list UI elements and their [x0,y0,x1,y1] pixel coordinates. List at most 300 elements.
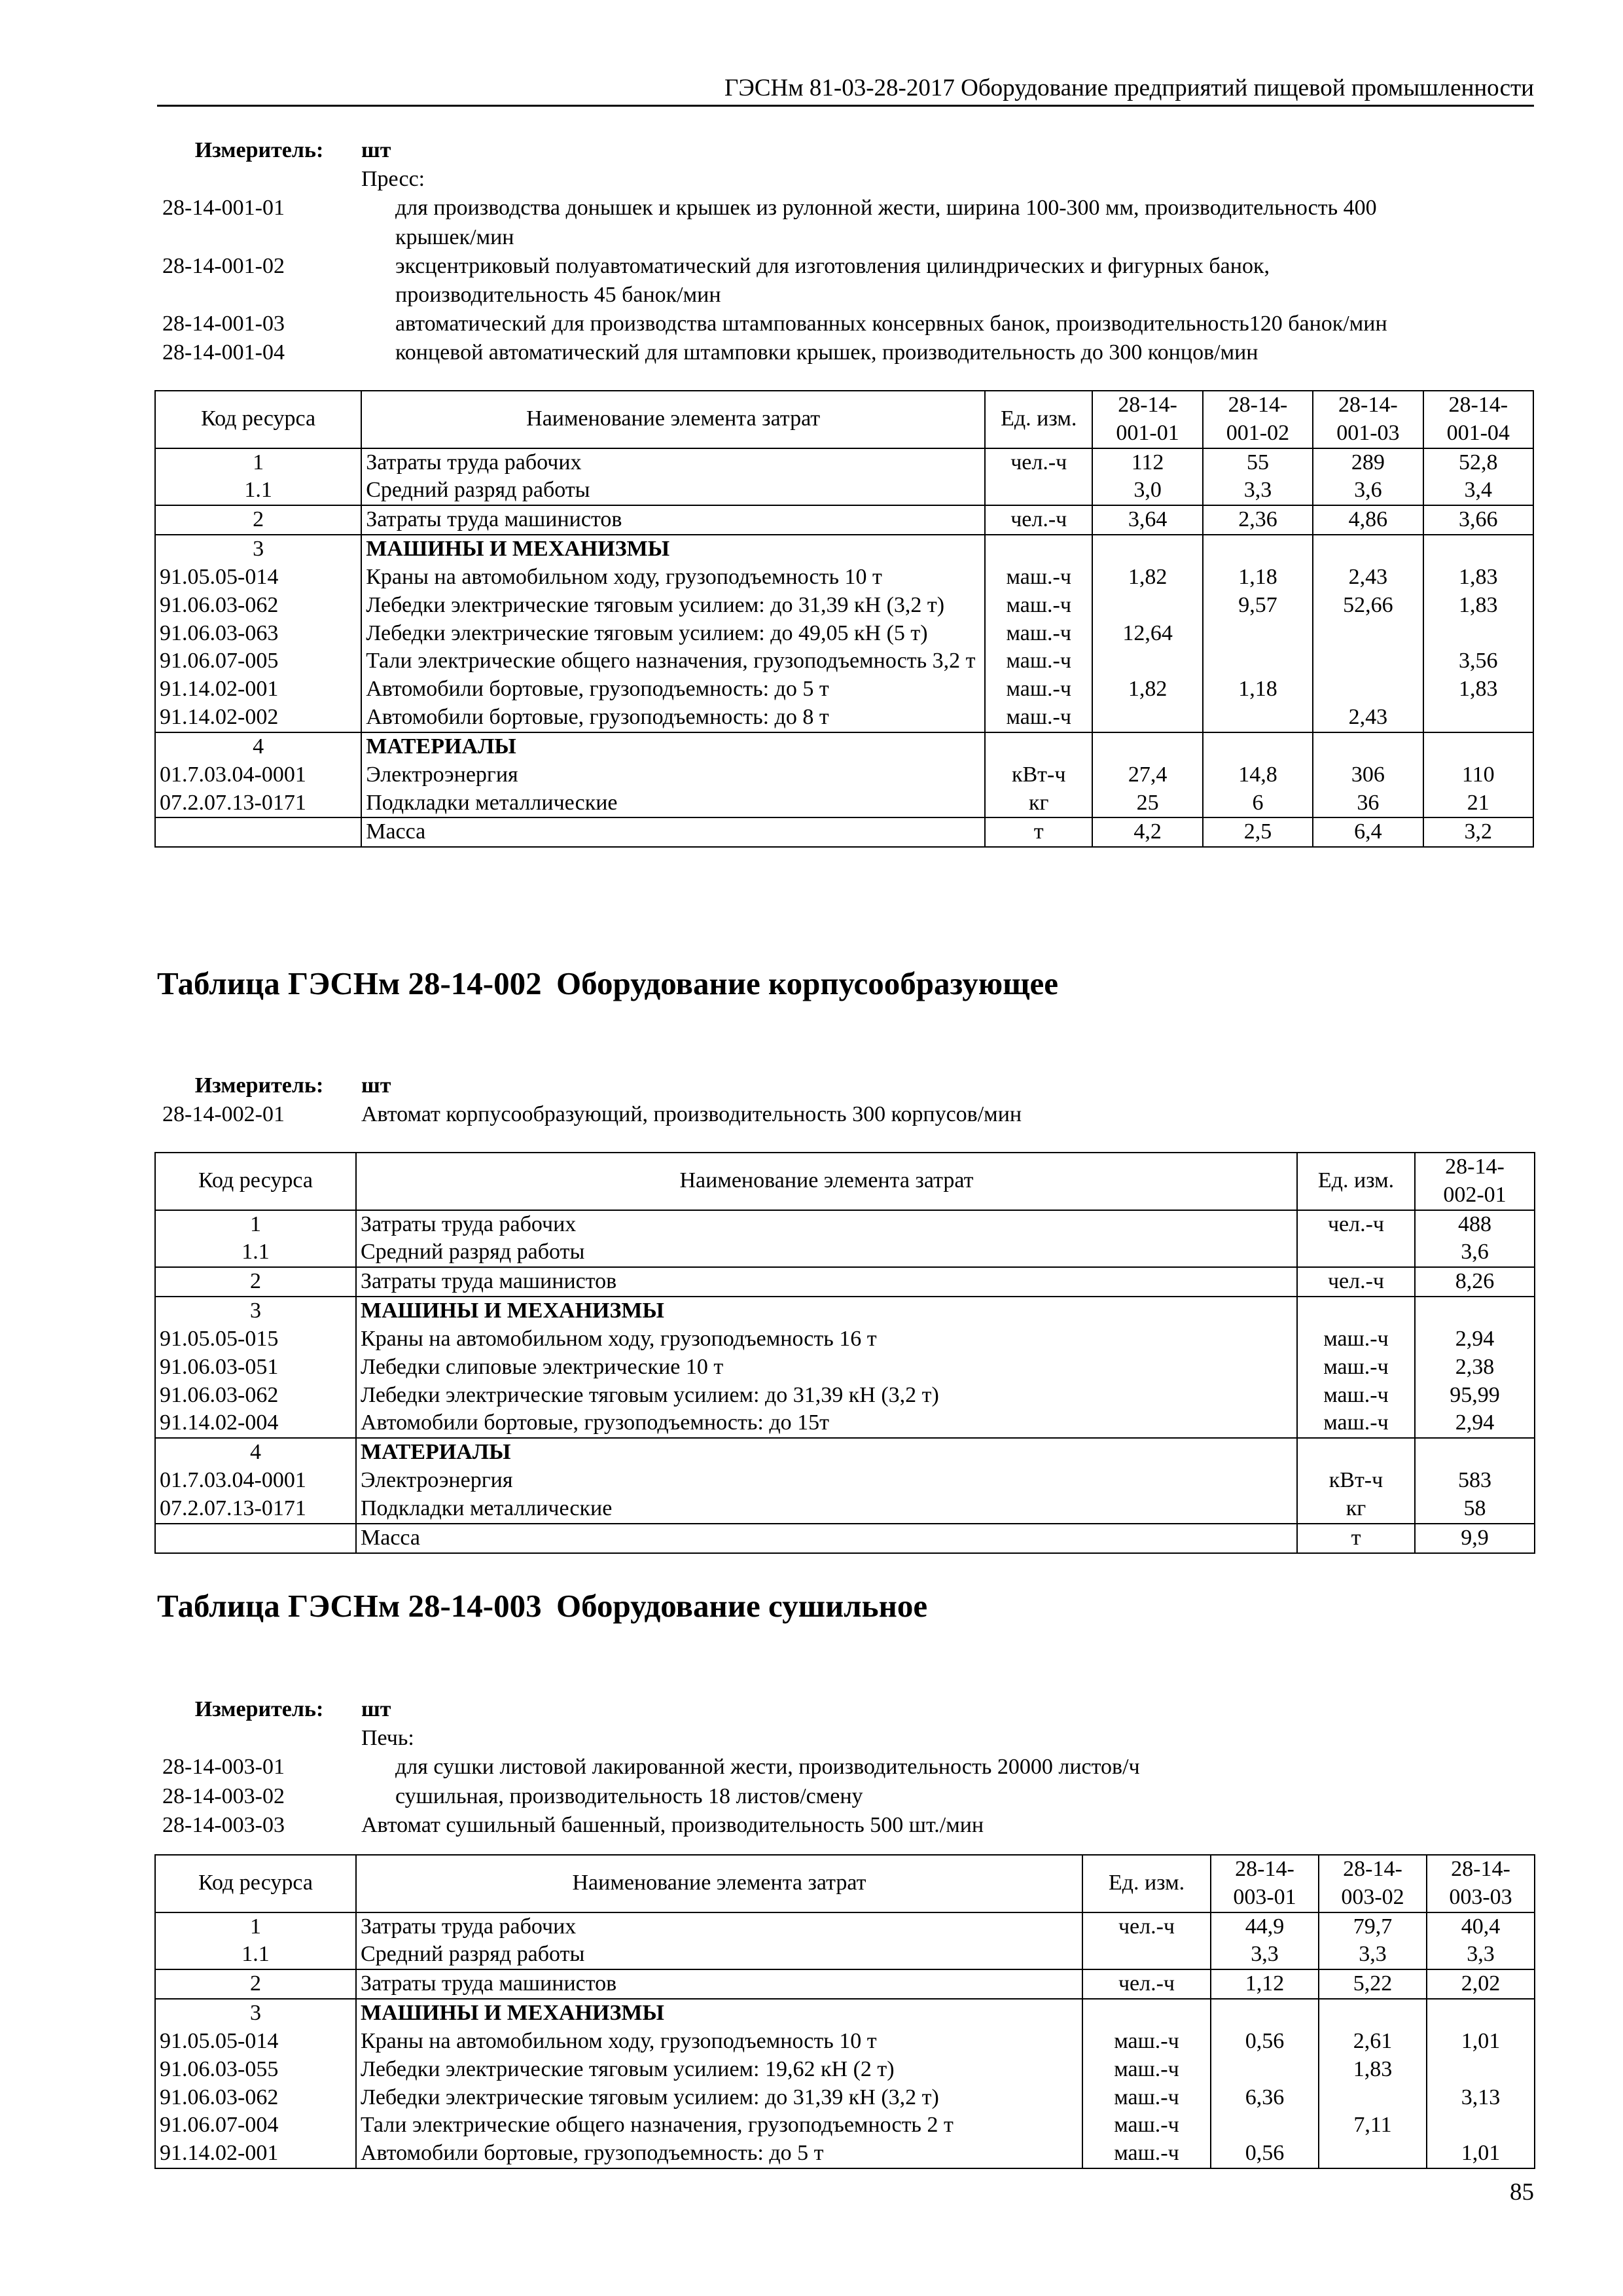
resource-unit [1082,1941,1211,1969]
resource-name: Подкладки металлические [356,1495,1297,1524]
norm-value: 52,66 [1313,592,1423,620]
norm-value: 2,61 [1319,2028,1427,2056]
norm-value: 2,94 [1415,1409,1535,1438]
column-header-text: 001-03 [1336,420,1400,445]
column-header [155,1153,356,1210]
norm-value: 1,12 [1211,1969,1319,1999]
norm-item [157,1724,1538,1753]
meter-block [157,136,1538,368]
resource-name: Затраты труда рабочих [356,1912,1082,1941]
norm-value: 1,83 [1423,592,1533,620]
table-title-code: Таблица ГЭСНм 28-14-003 [157,1588,542,1624]
norm-value [1313,732,1423,761]
table-row [155,1238,1535,1267]
resource-name: Автомобили бортовые, грузоподъемность: до 5 т [361,675,985,704]
norm-value [1319,1999,1427,2028]
norm-value: 2,36 [1203,505,1313,535]
norm-value: 289 [1313,448,1423,477]
resource-name: Затраты труда машинистов [356,1969,1082,1999]
norm-value: 6,36 [1211,2084,1319,2112]
norm-value: 55 [1203,448,1313,477]
norm-value: 12,64 [1092,620,1202,648]
column-header-text: 001-04 [1446,420,1510,445]
resource-code: 2 [155,1969,356,1999]
norm-value [1423,704,1533,732]
column-header-text: 28-14- [1235,1857,1294,1881]
column-header-text: Ед. изм. [1001,406,1077,431]
resource-code: 01.7.03.04-0001 [155,1467,356,1495]
resource-name: Автомобили бортовые, грузоподъемность: до 15т [356,1409,1297,1438]
column-header [1313,391,1423,448]
norm-value [1319,2140,1427,2168]
resource-code: 91.06.03-051 [155,1354,356,1382]
resource-code: 91.06.03-063 [155,620,361,648]
column-header-text: Наименование элемента затрат [526,406,821,431]
resource-name: Тали электрические общего назначения, грузоподъемность 2 т [356,2111,1082,2140]
resource-code: 3 [155,1297,356,1325]
resource-code: 91.14.02-001 [155,675,361,704]
norm-description: производительность 45 банок/мин [395,282,721,307]
column-header-text: 28-14- [1451,1857,1510,1881]
norm-code: 28-14-001-03 [162,312,285,336]
meter-unit: шт [361,138,391,162]
resource-name: МАТЕРИАЛЫ [361,732,985,761]
norm-code: 28-14-001-01 [162,196,285,221]
norm-value [1415,1297,1535,1325]
norm-description: Пресс: [361,167,425,192]
resource-unit [985,732,1092,761]
table-row [155,592,1533,620]
resource-unit: кг [985,789,1092,818]
resource-code: 4 [155,1438,356,1467]
table-row [155,1210,1535,1239]
resource-name: Затраты труда машинистов [361,505,985,535]
norm-description: эксцентриковый полуавтоматический для изготовления цилиндрических и фигурных банок, [395,253,1270,278]
resource-name: Краны на автомобильном ходу, грузоподъемность 10 т [356,2028,1082,2056]
resource-unit: маш.-ч [1297,1409,1415,1438]
resource-unit: маш.-ч [985,564,1092,592]
norm-value [1203,732,1313,761]
column-header-text: Ед. изм. [1108,1871,1185,1895]
norm-value: 3,3 [1427,1941,1535,1969]
resource-name: МАТЕРИАЛЫ [356,1438,1297,1467]
table-header-row [155,1153,1535,1210]
norm-value [1092,592,1202,620]
resource-name: Масса [361,817,985,847]
norm-value: 3,13 [1427,2084,1535,2112]
column-header-text: Код ресурса [198,1168,313,1193]
norm-value: 112 [1092,448,1202,477]
norm-value [1203,704,1313,732]
column-header-text: Ед. изм. [1317,1168,1395,1193]
norm-item [157,1753,1538,1782]
resource-name: Затраты труда машинистов [356,1267,1297,1297]
table-header-row [155,391,1533,448]
norm-value: 79,7 [1319,1912,1427,1941]
table-row [155,789,1533,818]
table-row [155,1409,1535,1438]
resource-table [154,390,1534,848]
table-row [155,1941,1535,1969]
resource-table [154,1152,1535,1554]
resource-code: 1 [155,1210,356,1239]
norm-value: 44,9 [1211,1912,1319,1941]
norm-value: 1,83 [1319,2056,1427,2084]
meter-unit: шт [361,1697,391,1721]
norm-value: 3,3 [1319,1941,1427,1969]
norm-value: 110 [1423,761,1533,789]
resource-code: 4 [155,732,361,761]
resource-code: 91.06.07-004 [155,2111,356,2140]
resource-name: Лебедки слиповые электрические 10 т [356,1354,1297,1382]
resource-unit: маш.-ч [1297,1354,1415,1382]
resource-name: Тали электрические общего назначения, грузоподъемность 3,2 т [361,647,985,675]
norm-value: 1,01 [1427,2140,1535,2168]
column-header [985,391,1092,448]
column-header [1297,1153,1415,1210]
table-row [155,1999,1535,2028]
norm-value [1423,732,1533,761]
meter-row [157,136,1538,165]
resource-code: 07.2.07.13-0171 [155,789,361,818]
table-row [155,2056,1535,2084]
norm-item [157,1100,1538,1129]
resource-unit: маш.-ч [985,647,1092,675]
column-header-text: Наименование элемента затрат [679,1168,974,1193]
norm-description: автоматический для производства штампованных консервных банок, производительность120 банок/мин [395,312,1387,336]
norm-value: 306 [1313,761,1423,789]
table-row [155,1382,1535,1410]
norm-value [1427,2056,1535,2084]
table-row [155,1267,1535,1297]
table-title-name: Оборудование корпусообразующее [556,965,1059,1001]
norm-value: 58 [1415,1495,1535,1524]
norm-value: 14,8 [1203,761,1313,789]
norm-value [1203,535,1313,564]
resource-name: Краны на автомобильном ходу, грузоподъемность 10 т [361,564,985,592]
table-row [155,817,1533,847]
norm-value: 0,56 [1211,2140,1319,2168]
norm-description: Печь: [361,1726,414,1751]
column-header [356,1153,1297,1210]
meter-label: Измеритель: [194,1697,324,1721]
resource-table [154,1854,1535,2169]
resource-name: МАШИНЫ И МЕХАНИЗМЫ [361,535,985,564]
meter-label: Измеритель: [194,1073,324,1098]
resource-unit: чел.-ч [1082,1912,1211,1941]
norm-value [1092,732,1202,761]
table-row [155,2111,1535,2140]
table-row [155,1969,1535,1999]
norm-value: 9,9 [1415,1524,1535,1553]
resource-code: 3 [155,535,361,564]
resource-code: 91.06.03-055 [155,2056,356,2084]
resource-name: Затраты труда рабочих [356,1210,1297,1239]
norm-item [157,310,1538,338]
table-title-code: Таблица ГЭСНм 28-14-002 [157,965,542,1001]
table-row [155,704,1533,732]
norm-value [1313,620,1423,648]
column-header [1203,391,1313,448]
meter-block [157,1071,1538,1129]
table-row [155,1297,1535,1325]
resource-code: 91.06.03-062 [155,2084,356,2112]
resource-unit: т [1297,1524,1415,1553]
norm-value: 2,43 [1313,564,1423,592]
resource-unit: маш.-ч [985,592,1092,620]
norm-description: концевой автоматический для штамповки крышек, производительность до 300 концов/мин [395,340,1258,365]
table-header-row [155,1855,1535,1912]
column-header [361,391,985,448]
meter-row [157,1071,1538,1100]
resource-code: 91.14.02-001 [155,2140,356,2168]
norm-code: 28-14-003-02 [162,1784,285,1808]
norm-value [1211,2111,1319,2140]
norm-value: 1,18 [1203,564,1313,592]
resource-code: 91.05.05-015 [155,1325,356,1354]
resource-name: МАШИНЫ И МЕХАНИЗМЫ [356,1999,1082,2028]
norm-value: 2,94 [1415,1325,1535,1354]
norm-value: 25 [1092,789,1202,818]
table-row [155,761,1533,789]
resource-code: 2 [155,1267,356,1297]
norm-value [1203,647,1313,675]
column-header-text: Код ресурса [198,1871,313,1895]
norm-value: 3,3 [1203,476,1313,505]
norm-value: 7,11 [1319,2111,1427,2140]
norm-value: 27,4 [1092,761,1202,789]
column-header [356,1855,1082,1912]
column-header-text: 28-14- [1445,1155,1505,1179]
resource-unit: маш.-ч [1082,2084,1211,2112]
norm-value: 1,83 [1423,564,1533,592]
column-header-text: 001-01 [1116,420,1179,445]
column-header [1082,1855,1211,1912]
resource-name: Масса [356,1524,1297,1553]
norm-value: 8,26 [1415,1267,1535,1297]
resource-code: 91.06.07-005 [155,647,361,675]
norm-value: 1,82 [1092,675,1202,704]
resource-name: Лебедки электрические тяговым усилием: 19,62 кН (2 т) [356,2056,1082,2084]
norm-value [1319,2084,1427,2112]
norm-code: 28-14-003-03 [162,1812,285,1837]
norm-value: 5,22 [1319,1969,1427,1999]
norm-value: 3,56 [1423,647,1533,675]
norm-description: для сушки листовой лакированной жести, производительность 20000 листов/ч [395,1755,1140,1780]
norm-value [1427,2111,1535,2140]
resource-unit [985,476,1092,505]
norm-value [1423,620,1533,648]
column-header [1211,1855,1319,1912]
resource-unit: маш.-ч [1297,1382,1415,1410]
norm-value: 2,38 [1415,1354,1535,1382]
resource-name: Средний разряд работы [361,476,985,505]
norm-code: 28-14-001-02 [162,253,285,278]
norm-description: для производства донышек и крышек из рулонной жести, ширина 100-300 мм, производительность 400 [395,196,1377,221]
norm-value: 40,4 [1427,1912,1535,1941]
norm-value [1415,1438,1535,1467]
norm-value: 3,4 [1423,476,1533,505]
column-header-text: 003-03 [1449,1884,1512,1909]
column-header-text: Код ресурса [201,406,316,431]
norm-description: крышек/мин [395,224,514,249]
norm-item [157,1811,1538,1840]
table-row [155,675,1533,704]
norm-item [157,223,1538,252]
table-title [157,1586,1534,1626]
norm-item [157,194,1538,223]
resource-name: Электроэнергия [356,1467,1297,1495]
norm-value: 21 [1423,789,1533,818]
table-row [155,448,1533,477]
resource-code: 3 [155,1999,356,2028]
norm-value: 2,43 [1313,704,1423,732]
norm-code: 28-14-002-01 [162,1102,285,1127]
norm-code: 28-14-001-04 [162,340,285,365]
norm-value [1423,535,1533,564]
resource-code: 91.14.02-004 [155,1409,356,1438]
norm-value: 36 [1313,789,1423,818]
resource-code: 07.2.07.13-0171 [155,1495,356,1524]
norm-value: 4,2 [1092,817,1202,847]
norm-value: 1,83 [1423,675,1533,704]
table-row [155,2084,1535,2112]
resource-unit [1082,1999,1211,2028]
norm-value: 52,8 [1423,448,1533,477]
norm-value: 2,5 [1203,817,1313,847]
norm-item [157,165,1538,194]
resource-unit: чел.-ч [985,448,1092,477]
column-header [155,1855,356,1912]
resource-name: МАШИНЫ И МЕХАНИЗМЫ [356,1297,1297,1325]
norm-value: 95,99 [1415,1382,1535,1410]
resource-code: 1.1 [155,476,361,505]
table-row [155,535,1533,564]
norm-value [1092,647,1202,675]
running-header: ГЭСНм 81-03-28-2017 Оборудование предприятий пищевой промышленности [157,73,1534,107]
resource-code: 2 [155,505,361,535]
column-header-text: 28-14- [1118,393,1177,417]
norm-value: 3,6 [1415,1238,1535,1267]
resource-unit: маш.-ч [1082,2111,1211,2140]
norm-value [1211,2056,1319,2084]
column-header-text: Наименование элемента затрат [572,1871,866,1895]
resource-name: Средний разряд работы [356,1238,1297,1267]
resource-unit: маш.-ч [1082,2056,1211,2084]
table-row [155,1354,1535,1382]
table-row [155,2028,1535,2056]
norm-description: Автомат корпусообразующий, производительность 300 корпусов/мин [361,1102,1022,1127]
norm-value: 1,01 [1427,2028,1535,2056]
norm-description: сушильная, производительность 18 листов/смену [395,1784,863,1808]
norm-value [1313,675,1423,704]
resource-code: 1.1 [155,1941,356,1969]
norm-value: 3,64 [1092,505,1202,535]
meter-row [157,1695,1538,1724]
norm-value: 583 [1415,1467,1535,1495]
table-row [155,1467,1535,1495]
norm-value: 3,66 [1423,505,1533,535]
norm-value: 6,4 [1313,817,1423,847]
resource-unit: чел.-ч [1297,1210,1415,1239]
norm-value [1427,1999,1535,2028]
norm-code: 28-14-003-01 [162,1755,285,1780]
resource-code: 01.7.03.04-0001 [155,761,361,789]
resource-unit: маш.-ч [1297,1325,1415,1354]
resource-unit: маш.-ч [1082,2028,1211,2056]
resource-name: Электроэнергия [361,761,985,789]
table-row [155,564,1533,592]
column-header-text: 28-14- [1338,393,1398,417]
resource-unit [1297,1297,1415,1325]
resource-name: Автомобили бортовые, грузоподъемность: до 5 т [356,2140,1082,2168]
column-header [1319,1855,1427,1912]
norm-value [1313,535,1423,564]
table-row [155,620,1533,648]
table-title-name: Оборудование сушильное [556,1588,928,1624]
table-row [155,1495,1535,1524]
resource-unit: чел.-ч [985,505,1092,535]
table-title [157,963,1534,1004]
resource-code [155,1524,356,1553]
resource-unit [1297,1438,1415,1467]
norm-value [1313,647,1423,675]
resource-unit: маш.-ч [985,675,1092,704]
resource-name: Лебедки электрические тяговым усилием: до 31,39 кН (3,2 т) [356,1382,1297,1410]
norm-value [1211,1999,1319,2028]
resource-code: 1 [155,448,361,477]
norm-value: 488 [1415,1210,1535,1239]
resource-code: 91.14.02-002 [155,704,361,732]
resource-code: 91.05.05-014 [155,564,361,592]
resource-name: Подкладки металлические [361,789,985,818]
column-header [1427,1855,1535,1912]
resource-code: 1.1 [155,1238,356,1267]
norm-value [1092,535,1202,564]
resource-name: Средний разряд работы [356,1941,1082,1969]
meter-unit: шт [361,1073,391,1098]
column-header-text: 28-14- [1448,393,1508,417]
norm-value [1203,620,1313,648]
resource-unit [985,535,1092,564]
norm-value: 0,56 [1211,2028,1319,2056]
table-row [155,1524,1535,1553]
column-header [155,391,361,448]
resource-unit [1297,1238,1415,1267]
resource-code: 91.06.03-062 [155,1382,356,1410]
resource-unit: маш.-ч [985,620,1092,648]
norm-value: 9,57 [1203,592,1313,620]
table-row [155,476,1533,505]
norm-value: 6 [1203,789,1313,818]
table-row [155,505,1533,535]
resource-unit: т [985,817,1092,847]
meter-label: Измеритель: [194,138,324,162]
resource-code: 91.06.03-062 [155,592,361,620]
page-number: 85 [1510,2179,1534,2206]
norm-item [157,338,1538,367]
column-header-text: 001-02 [1226,420,1290,445]
table-row [155,732,1533,761]
resource-name: Лебедки электрические тяговым усилием: до 49,05 кН (5 т) [361,620,985,648]
norm-item [157,1782,1538,1811]
norm-value: 4,86 [1313,505,1423,535]
column-header-text: 003-01 [1233,1884,1296,1909]
norm-value: 3,0 [1092,476,1202,505]
resource-name: Затраты труда рабочих [361,448,985,477]
resource-name: Краны на автомобильном ходу, грузоподъемность 16 т [356,1325,1297,1354]
resource-code: 91.05.05-014 [155,2028,356,2056]
